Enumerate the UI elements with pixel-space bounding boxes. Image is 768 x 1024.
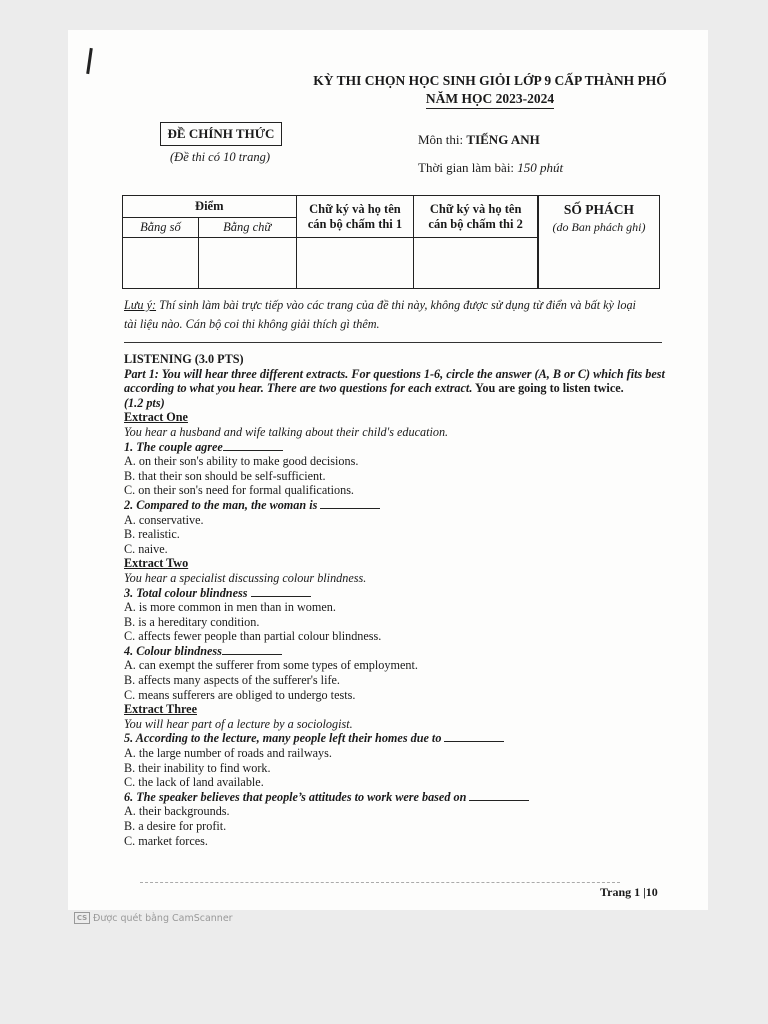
question [124, 790, 676, 805]
listening-section [124, 352, 676, 848]
option[interactable]: C. market forces. [124, 833, 208, 848]
extract-intro: You hear a specialist discussing colour blindness. [124, 570, 367, 585]
question-stem: 3. Total colour blindness [124, 585, 248, 600]
option[interactable]: A. the large number of roads and railways. [124, 746, 332, 761]
extract-title: Extract Two [124, 556, 189, 571]
divider [124, 342, 662, 343]
question [124, 586, 676, 601]
pages-note: (Đề thi có 10 trang) [170, 150, 270, 164]
note-label: Lưu ý: [124, 298, 157, 312]
score-words-cell [198, 238, 296, 289]
watermark-text: Được quét bằng CamScanner [93, 912, 233, 924]
option[interactable]: C. affects fewer people than partial colour blindness. [124, 629, 382, 644]
option[interactable]: A. can exempt the sufferer from some types of employment. [124, 658, 418, 673]
question [124, 644, 676, 659]
examiner2-line2: cán bộ chấm thi 2 [428, 216, 523, 231]
note-line2: tài liệu nào. Cán bộ coi thi không giải thích gì thêm. [124, 317, 380, 331]
exam-note [124, 296, 672, 334]
part1-instr-bold: Part 1: You will hear three different extracts. For questions 1-6, circle the answer (A, B or C) which fits best according to what you hear. There are two questions for each extract. [124, 366, 665, 396]
subject-value: TIẾNG ANH [466, 132, 540, 147]
question-stem: 1. The couple agree [124, 439, 223, 454]
part1-instr-plain: You are going to listen twice. [472, 381, 624, 396]
option[interactable]: B. that their son should be self-sufficient. [124, 468, 326, 483]
subject-line [418, 132, 540, 148]
examiner1-line1: Chữ ký và họ tên [309, 201, 401, 216]
option[interactable]: C. the lack of land available. [124, 775, 264, 790]
answer-blank [444, 731, 504, 742]
duration-label: Thời gian làm bài: [418, 160, 515, 175]
question [124, 440, 676, 455]
subject-label: Môn thi: [418, 132, 464, 147]
extract-title: Extract Three [124, 702, 197, 717]
answer-blank [469, 790, 529, 801]
extract-intro: You will hear part of a lecture by a sociologist. [124, 716, 353, 731]
option[interactable]: B. is a hereditary condition. [124, 614, 260, 629]
answer-blank [251, 586, 311, 597]
score-table [122, 195, 538, 289]
duration-line [418, 160, 563, 176]
answer-blank [222, 644, 282, 655]
question [124, 498, 676, 513]
scanner-watermark [74, 912, 233, 924]
option[interactable]: B. realistic. [124, 527, 180, 542]
part1-points: (1.2 pts) [124, 395, 165, 410]
phach-box [538, 195, 660, 289]
phach-title: SỐ PHÁCH [563, 202, 635, 217]
duration-value: 150 phút [517, 160, 564, 175]
option[interactable]: A. conservative. [124, 512, 204, 527]
examiner1-cell [296, 238, 414, 289]
option[interactable]: C. naive. [124, 541, 168, 556]
section-title: LISTENING (3.0 PTS) [124, 352, 244, 366]
extract-intro: You hear a husband and wife talking about their child's education. [124, 424, 449, 439]
option[interactable]: A. on their son's ability to make good decisions. [124, 454, 359, 469]
option[interactable]: A. is more common in men than in women. [124, 600, 336, 615]
question [124, 731, 676, 746]
question-stem: 5. According to the lecture, many people left their homes due to [124, 731, 442, 746]
camscanner-icon: CS [74, 912, 90, 924]
page-number: Trang 1 |10 [600, 885, 658, 899]
examiner1-header [296, 196, 414, 238]
examiner2-header [414, 196, 538, 238]
answer-blank [223, 440, 283, 451]
exam-title [300, 72, 680, 109]
examiner1-line2: cán bộ chấm thi 1 [307, 216, 403, 231]
score-header: Điểm [123, 196, 297, 218]
score-by-words-header: Bằng chữ [198, 218, 296, 238]
question-stem: 2. Compared to the man, the woman is [124, 497, 318, 512]
note-line1: Thí sinh làm bài trực tiếp vào các trang của đề thi này, không được sử dụng từ điển và bất kỳ loại [156, 298, 636, 312]
option[interactable]: C. means sufferers are obliged to undergo tests. [124, 687, 356, 702]
option[interactable]: A. their backgrounds. [124, 804, 230, 819]
option[interactable]: B. affects many aspects of the sufferer's life. [124, 673, 340, 688]
examiner2-line1: Chữ ký và họ tên [429, 201, 522, 216]
phach-subtitle: (do Ban phách ghi) [552, 220, 646, 234]
score-by-number-header: Bằng số [123, 218, 199, 238]
official-label: ĐỀ CHÍNH THỨC [160, 122, 282, 146]
question-stem: 6. The speaker believes that people’s attitudes to work were based on [124, 789, 467, 804]
part1-instructions [124, 367, 676, 396]
score-number-cell [123, 238, 199, 289]
answer-blank [320, 498, 380, 509]
option[interactable]: B. their inability to find work. [124, 760, 271, 775]
extract-title: Extract One [124, 410, 188, 425]
exam-year: NĂM HỌC 2023-2024 [426, 90, 554, 109]
option[interactable]: B. a desire for profit. [124, 819, 227, 833]
option[interactable]: C. on their son's need for formal qualifications. [124, 483, 354, 498]
exam-title-line1: KỲ THI CHỌN HỌC SINH GIỎI LỚP 9 CẤP THÀNH PHỐ [313, 73, 667, 88]
examiner2-cell [414, 238, 538, 289]
question-stem: 4. Colour blindness [124, 643, 222, 658]
footer-divider [140, 882, 620, 884]
